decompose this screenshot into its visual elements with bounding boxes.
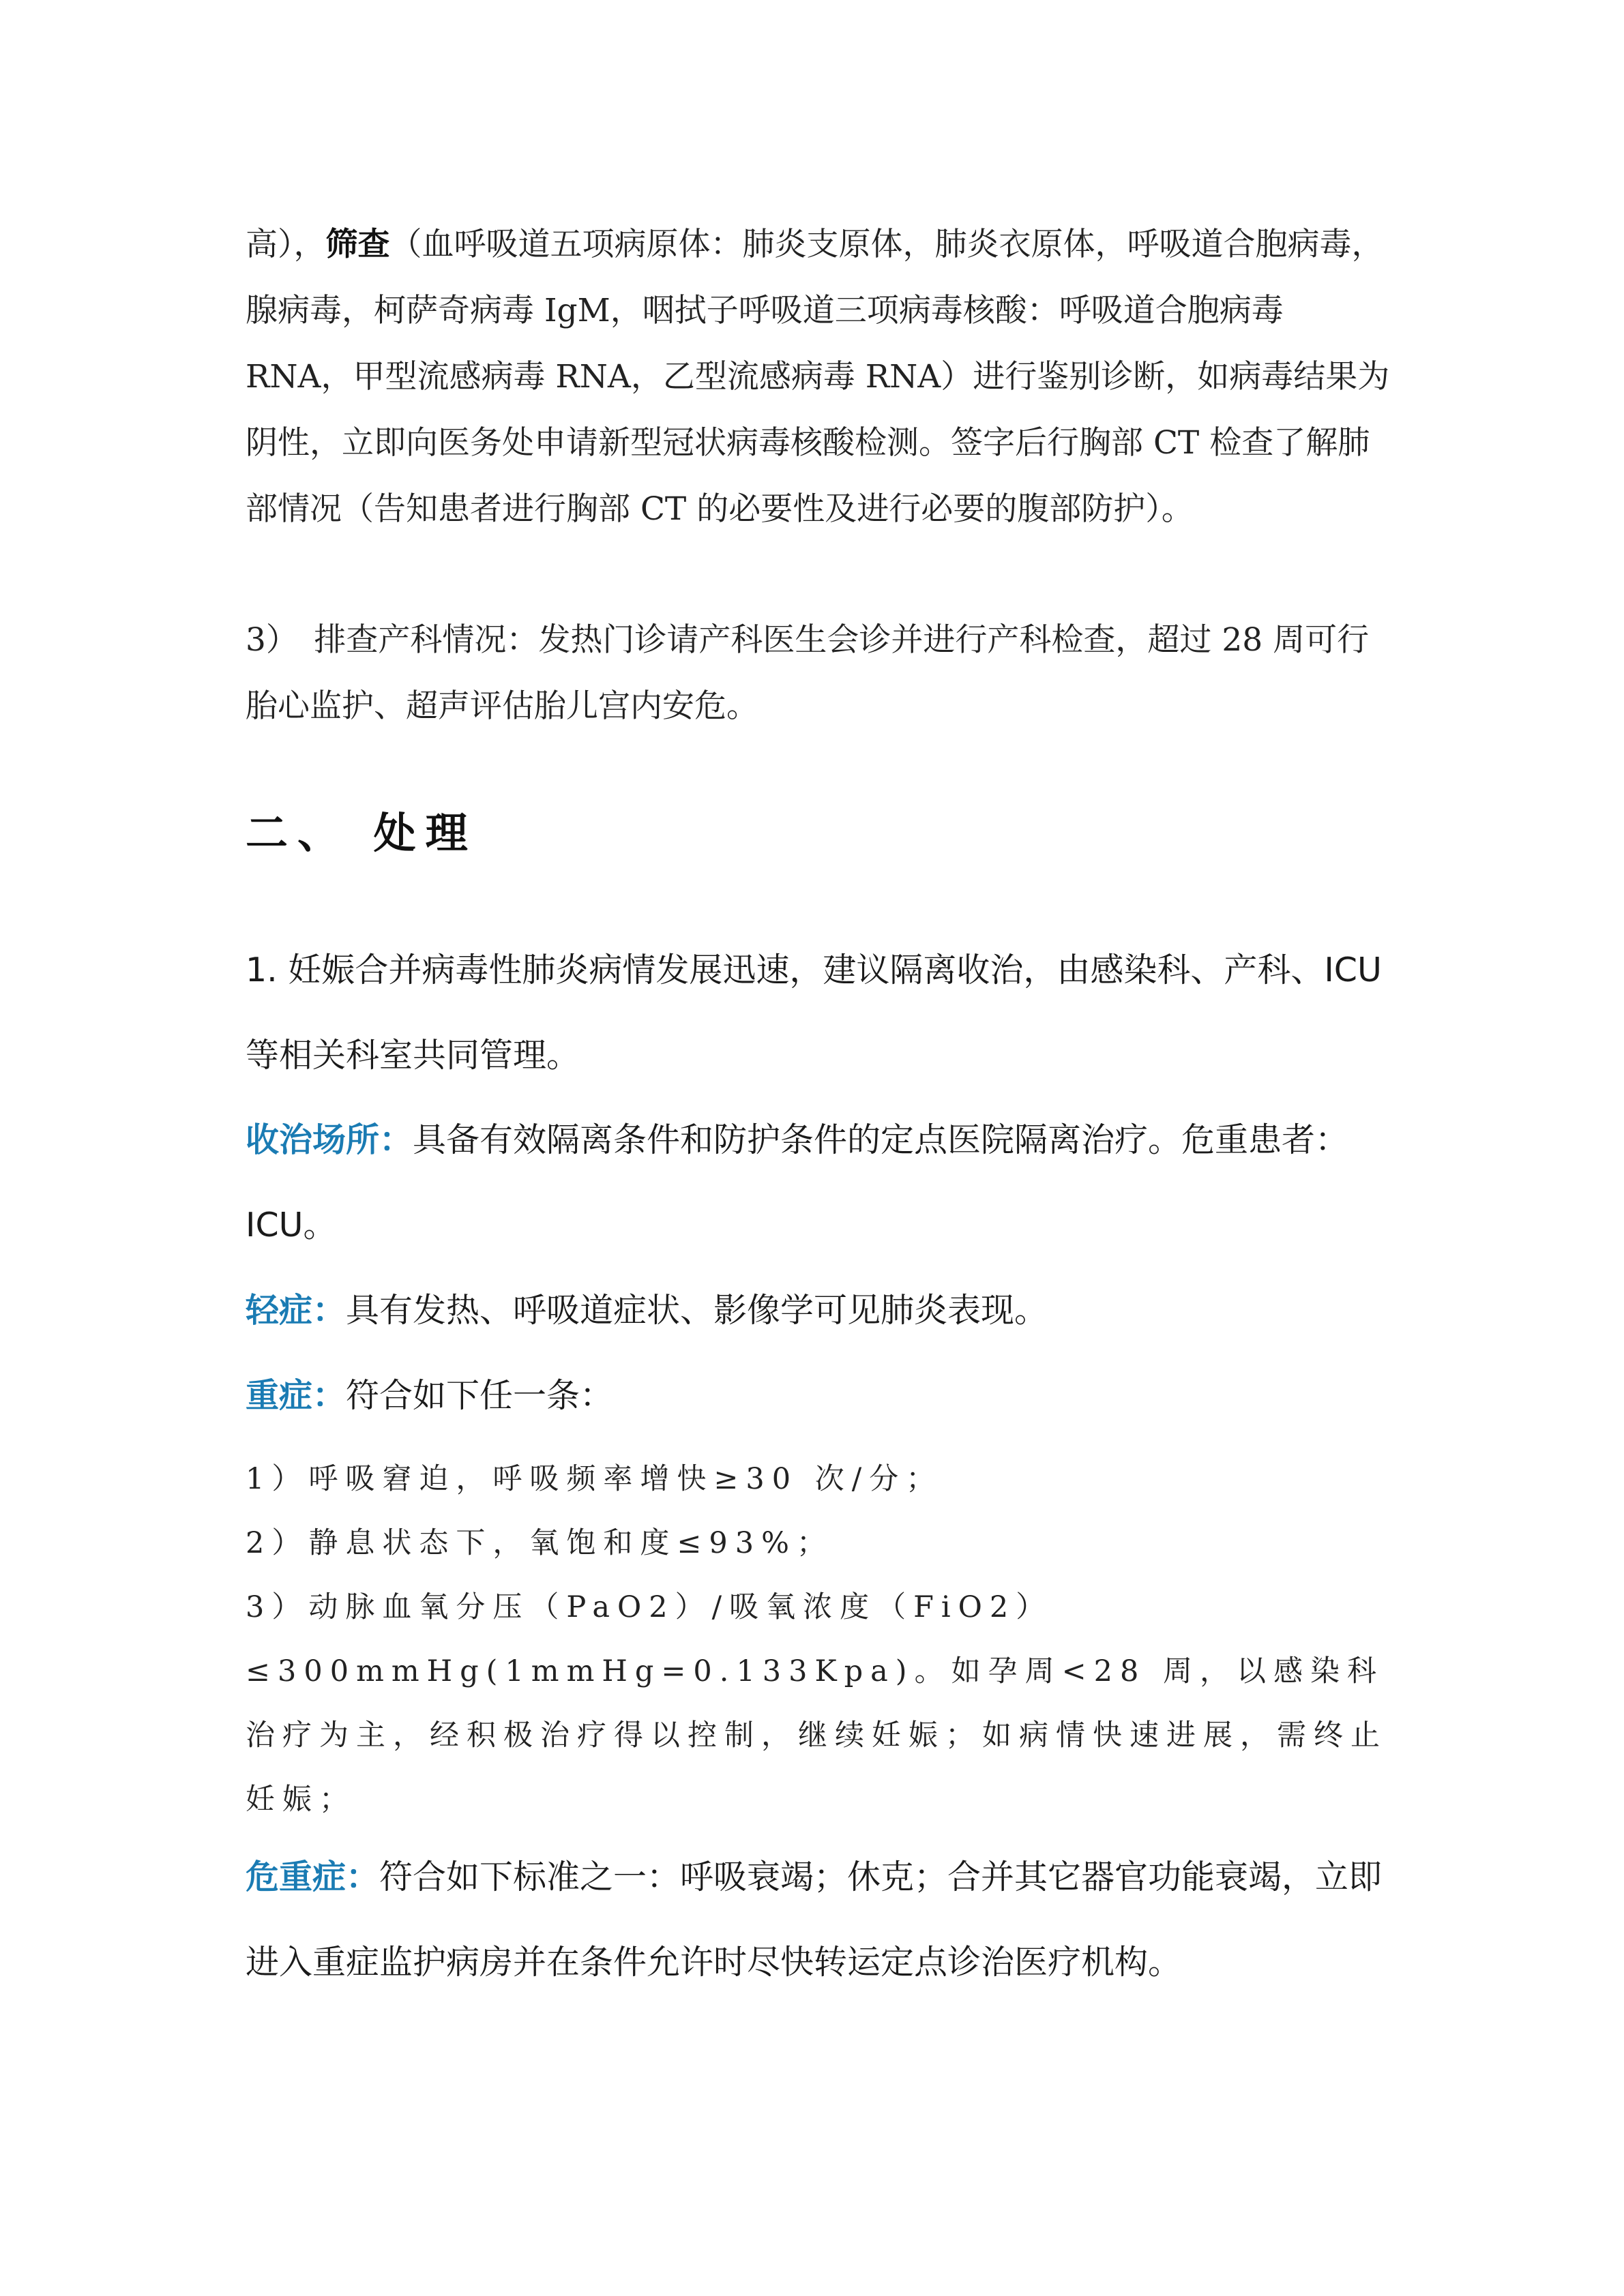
screening-bold-word: 筛查 (325, 226, 390, 263)
severe-criterion-2: 2）静息状态下，氧饱和度≤93%； (246, 1526, 833, 1560)
severe-label: 重症： (246, 1376, 346, 1415)
screening-paragraph (246, 211, 1391, 542)
admission-text: 具备有效隔离条件和防护条件的定点医院隔离治疗。危重患者：ICU。 (246, 1120, 1349, 1244)
section-heading: 二、 处理 (246, 808, 477, 858)
severe-paragraph (246, 1353, 1391, 1438)
item1-paragraph (246, 927, 1391, 1098)
severe-criterion-1: 1）呼吸窘迫，呼吸频率增快≥30 次/分； (246, 1462, 943, 1496)
obstetric-text: 3） 排查产科情况：发热门诊请产科医生会诊并进行产科检查，超过 28 周可行胎心监护、超声评估胎儿宫内安危。 (246, 621, 1370, 725)
mild-label: 轻症： (246, 1291, 346, 1330)
critical-label: 危重症： (246, 1858, 380, 1896)
severe-criterion-3: 3）动脉血氧分压（PaO2）/吸氧浓度（FiO2）≤300mmHg(1mmHg=0.133Kpa)。如孕周<28 周，以感染科治疗为主，经积极治疗得以控制，继续妊娠；如病情快速进展，需终止妊娠； (246, 1590, 1387, 1817)
mild-text: 具有发热、呼吸道症状、影像学可见肺炎表现。 (346, 1291, 1048, 1330)
admission-paragraph (246, 1097, 1391, 1268)
critical-paragraph (246, 1834, 1391, 2005)
admission-label: 收治场所： (246, 1120, 413, 1159)
screening-prefix: 高）， (246, 226, 326, 263)
critical-text: 符合如下标准之一：呼吸衰竭；休克；合并其它器官功能衰竭，立即进入重症监护病房并在条件允许时尽快转运定点诊治医疗机构。 (246, 1858, 1383, 1982)
mild-paragraph (246, 1268, 1391, 1353)
screening-text: （血呼吸道五项病原体：肺炎支原体，肺炎衣原体，呼吸道合胞病毒，腺病毒，柯萨奇病毒 IgM，咽拭子呼吸道三项病毒核酸：呼吸道合胞病毒 RNA，甲型流感病毒 RNA，乙型流感病毒 RNA）进行鉴别诊断，如病毒结果为阴性，立即向医务处申请新型冠状病毒核酸检测。签字后行胸部 CT 检查了解肺部情况（告知患者进行胸部 CT 的必要性及进行必要的腹部防护）。 (246, 226, 1390, 528)
obstetric-paragraph (246, 607, 1391, 739)
item1-text: 1. 妊娠合并病毒性肺炎病情发展迅速，建议隔离收治，由感染科、产科、ICU 等相关科室共同管理。 (246, 951, 1382, 1075)
severe-text: 符合如下任一条： (346, 1376, 614, 1415)
